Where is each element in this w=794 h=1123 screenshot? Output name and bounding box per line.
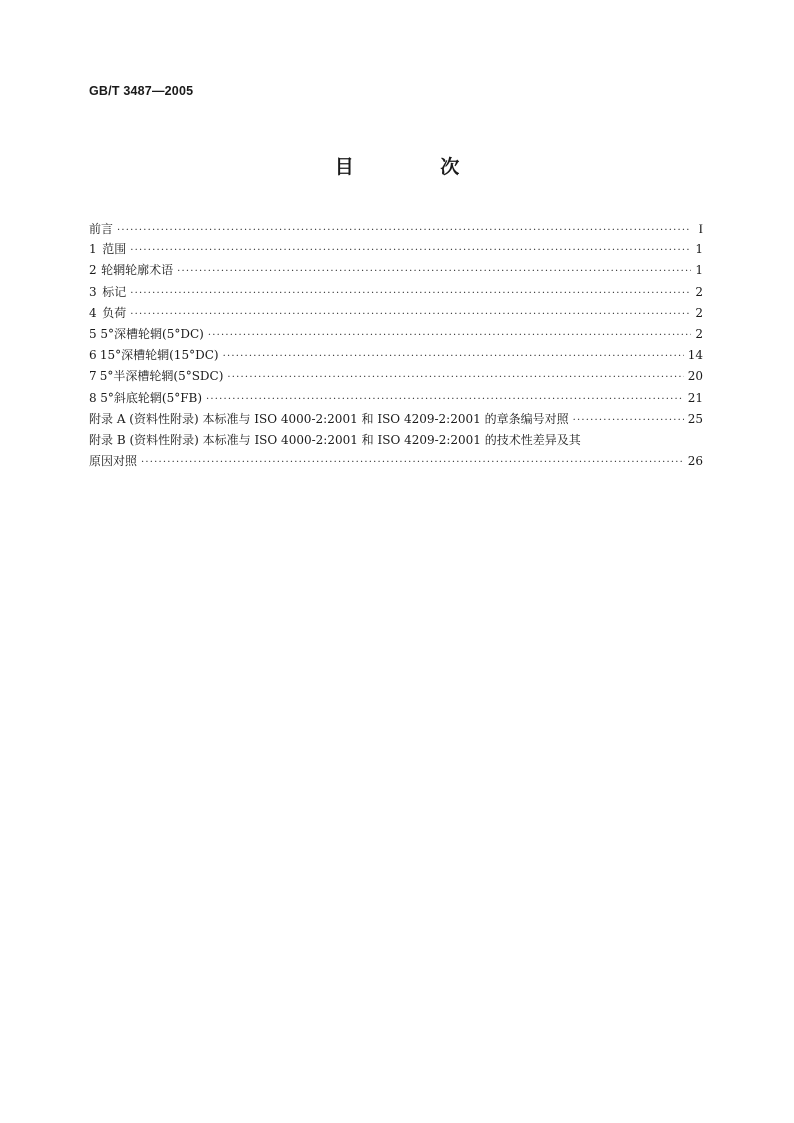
toc-entry-number: 7 <box>89 369 97 384</box>
toc-entry-text: 附录 B (资料性附录) 本标准与 ISO 4000-2:2001 和 ISO 4209-2:2001 的技术性差异及其 <box>89 432 581 447</box>
toc-entry-page: 26 <box>687 454 703 469</box>
toc-entry-page: 25 <box>687 411 703 426</box>
toc-entry-load[interactable] <box>89 303 703 324</box>
toc-entry-text: 负荷 <box>102 305 127 320</box>
toc-entry-number: 2 <box>89 263 97 278</box>
toc-entry-text: 范围 <box>102 242 127 257</box>
toc-entry-annex-a[interactable] <box>89 409 703 430</box>
toc-entry-page: 2 <box>695 284 703 299</box>
toc-entry-number: 6 <box>89 348 97 363</box>
dot-leader <box>130 240 691 261</box>
dot-leader <box>223 346 684 367</box>
dot-leader <box>130 283 691 304</box>
dot-leader <box>206 389 684 410</box>
toc-entry-text: 附录 A (资料性附录) 本标准与 ISO 4000-2:2001 和 ISO 4209-2:2001 的章条编号对照 <box>89 411 569 426</box>
toc-entry-foreword[interactable] <box>89 218 703 239</box>
standard-code: GB/T 3487—2005 <box>89 84 194 98</box>
toc-entry-page: 21 <box>687 390 703 405</box>
toc-entry-text: 15°深槽轮辋(15°DC) <box>99 348 219 363</box>
dot-leader <box>177 261 691 282</box>
toc-entry-page: 2 <box>695 326 703 341</box>
toc-entry-annex-b[interactable] <box>89 430 703 451</box>
toc-entry-scope[interactable] <box>89 239 703 260</box>
toc-entry-number: 5 <box>89 326 97 341</box>
toc-entry-text: 原因对照 <box>89 454 138 469</box>
toc-entry-page: 1 <box>695 263 703 278</box>
dot-leader <box>117 220 691 241</box>
toc-entry-text: 5°深槽轮辋(5°DC) <box>100 326 204 341</box>
dot-leader <box>130 304 691 325</box>
dot-leader <box>227 367 683 388</box>
toc-entry-page: 20 <box>687 369 703 384</box>
toc-entry-text: 标记 <box>102 284 127 299</box>
toc-entry-annex-b-continued[interactable] <box>89 451 703 472</box>
dot-leader <box>573 410 684 431</box>
toc-entry-text: 5°半深槽轮辋(5°SDC) <box>99 369 224 384</box>
toc-entry-text: 轮辋轮廓术语 <box>101 263 174 278</box>
page-title: 目 次 <box>334 156 500 178</box>
toc-entry-5fb[interactable] <box>89 388 703 409</box>
dot-leader <box>141 452 684 473</box>
table-of-contents <box>89 218 703 472</box>
toc-entry-page: 2 <box>695 305 703 320</box>
toc-entry-number: 3 <box>89 284 97 299</box>
toc-entry-text: 前言 <box>89 222 114 236</box>
toc-entry-number: 1 <box>89 242 97 257</box>
toc-entry-page: 14 <box>687 348 703 363</box>
toc-entry-15dc[interactable] <box>89 345 703 366</box>
dot-leader <box>208 325 691 346</box>
toc-entry-number: 4 <box>89 305 97 320</box>
toc-entry-5dc[interactable] <box>89 324 703 345</box>
toc-entry-page: I <box>698 221 703 236</box>
toc-entry-rim-contour-terms[interactable] <box>89 260 703 281</box>
toc-entry-5sdc[interactable] <box>89 366 703 387</box>
toc-entry-marking[interactable] <box>89 282 703 303</box>
toc-entry-number: 8 <box>89 390 97 405</box>
toc-entry-text: 5°斜底轮辋(5°FB) <box>100 390 203 405</box>
toc-entry-page: 1 <box>695 242 703 257</box>
